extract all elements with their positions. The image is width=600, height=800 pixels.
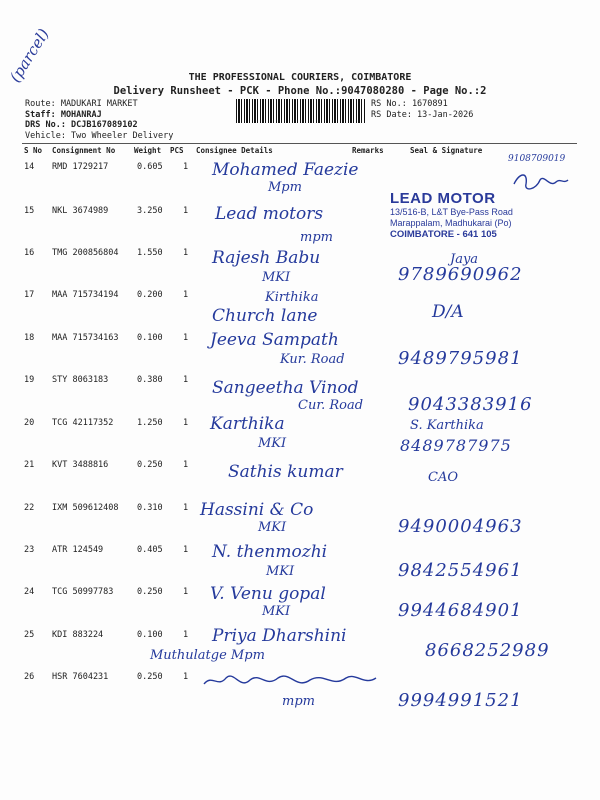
handwritten-location: MKI xyxy=(262,604,291,619)
row-weight: 0.250 xyxy=(137,672,163,682)
handwritten-location: Kur. Road xyxy=(280,352,345,367)
handwritten-location: Mpm xyxy=(268,180,302,195)
handwritten-name: Kirthika xyxy=(265,290,319,305)
row-weight: 0.100 xyxy=(137,630,163,640)
handwritten-number: 9842554961 xyxy=(398,560,523,581)
row-weight: 0.100 xyxy=(137,333,163,343)
row-pcs: 1 xyxy=(183,587,189,597)
handwritten-name: N. thenmozhi xyxy=(212,542,328,562)
row-consignment: IXM 509612408 xyxy=(52,503,119,513)
handwritten-name: Sangeetha Vinod xyxy=(212,378,359,398)
col-remarks: Remarks xyxy=(352,146,384,155)
handwritten-location: mpm xyxy=(300,230,333,245)
row-consignment: ATR 124549 xyxy=(52,545,104,555)
runsheet-subtitle: Delivery Runsheet - PCK - Phone No.:9047080280 - Page No.:2 xyxy=(113,85,487,97)
row-sno: 20 xyxy=(24,418,35,428)
row-consignment: MAA 715734194 xyxy=(52,290,119,300)
col-pcs: PCS xyxy=(170,146,184,155)
row-consignment: TCG 50997783 xyxy=(52,587,114,597)
row-consignment: TMG 200856804 xyxy=(52,248,119,258)
col-sno: S No xyxy=(24,146,43,155)
stamp-name: LEAD MOTOR xyxy=(390,190,496,207)
row-pcs: 1 xyxy=(183,460,189,470)
handwritten-name: Karthika xyxy=(210,414,285,434)
staff-text: Staff: MOHANRAJ xyxy=(25,109,102,120)
handwritten-signature: Jaya xyxy=(450,252,479,267)
col-weight: Weight xyxy=(134,146,162,155)
row-pcs: 1 xyxy=(183,503,189,513)
handwritten-name: Jeeva Sampath xyxy=(210,330,339,350)
row-weight: 0.250 xyxy=(137,460,163,470)
handwritten-number: 9489795981 xyxy=(398,348,523,369)
route-text: Route: MADUKARI MARKET xyxy=(25,99,138,109)
row-pcs: 1 xyxy=(183,290,189,300)
handwritten-name: Priya Dharshini xyxy=(212,626,347,646)
row-weight: 0.605 xyxy=(137,162,163,172)
stamp-line3: COIMBATORE - 641 105 xyxy=(390,229,497,240)
handwritten-name: Rajesh Babu xyxy=(212,248,321,268)
stamp-line1: 13/516-B, L&T Bye-Pass Road xyxy=(390,207,513,217)
row-weight: 3.250 xyxy=(137,206,163,216)
row-pcs: 1 xyxy=(183,333,189,343)
row-consignment: RMD 1729217 xyxy=(52,162,109,172)
handwritten-number: 9994991521 xyxy=(398,690,523,711)
handwritten-location: Cur. Road xyxy=(298,398,364,413)
row-pcs: 1 xyxy=(183,630,189,640)
row-weight: 0.310 xyxy=(137,503,163,513)
handwritten-location: Church lane xyxy=(212,306,318,326)
row-sno: 24 xyxy=(24,587,35,597)
handwritten-number: 9108709019 xyxy=(508,154,566,164)
row-pcs: 1 xyxy=(183,206,189,216)
col-seal: Seal & Signature xyxy=(410,146,483,155)
row-sno: 26 xyxy=(24,672,35,682)
row-sno: 17 xyxy=(24,290,35,300)
handwritten-number: 9043383916 xyxy=(408,394,533,415)
row-pcs: 1 xyxy=(183,545,189,555)
handwritten-number: 8668252989 xyxy=(425,640,550,661)
handwritten-number: 9789690962 xyxy=(398,264,523,285)
handwritten-name-scribble xyxy=(200,670,380,692)
handwritten-number: 8489787975 xyxy=(400,436,512,455)
handwritten-name: Sathis kumar xyxy=(228,462,343,482)
handwritten-location: MKI xyxy=(258,436,287,451)
handwritten-name: Lead motors xyxy=(215,204,324,224)
row-weight: 1.550 xyxy=(137,248,163,258)
handwritten-location: MKI xyxy=(258,520,287,535)
row-weight: 0.405 xyxy=(137,545,163,555)
row-consignment: KVT 3488816 xyxy=(52,460,109,470)
row-sno: 19 xyxy=(24,375,35,385)
handwritten-name: V. Venu gopal xyxy=(210,584,326,604)
row-sno: 16 xyxy=(24,248,35,258)
corner-note: (parcel) xyxy=(6,25,53,86)
row-sno: 15 xyxy=(24,206,35,216)
row-sno: 25 xyxy=(24,630,35,640)
row-consignment: MAA 715734163 xyxy=(52,333,119,343)
col-consignee: Consignee Details xyxy=(196,146,273,155)
handwritten-location: MKI xyxy=(266,564,295,579)
row-sno: 14 xyxy=(24,162,35,172)
handwritten-signature: S. Karthika xyxy=(410,418,484,433)
vehicle-text: Vehicle: Two Wheeler Delivery xyxy=(25,130,174,141)
row-sno: 18 xyxy=(24,333,35,343)
handwritten-location: MKI xyxy=(262,270,291,285)
handwritten-name: Mohamed Faezie xyxy=(212,160,359,180)
row-weight: 1.250 xyxy=(137,418,163,428)
row-consignment: HSR 7604231 xyxy=(52,672,109,682)
row-pcs: 1 xyxy=(183,375,189,385)
company-title: THE PROFESSIONAL COURIERS, COIMBATORE xyxy=(188,72,412,83)
row-pcs: 1 xyxy=(183,672,189,682)
barcode xyxy=(236,99,366,123)
col-consignment: Consignment No xyxy=(52,146,116,155)
header-divider xyxy=(22,143,577,144)
handwritten-number: 9490004963 xyxy=(398,516,523,537)
meta-right xyxy=(371,99,473,120)
handwritten-signature: CAO xyxy=(428,470,458,485)
company-stamp xyxy=(390,190,580,240)
row-consignment: TCG 42117352 xyxy=(52,418,114,428)
handwritten-location: Muthulatge Mpm xyxy=(150,648,265,663)
row-sno: 23 xyxy=(24,545,35,555)
meta-left xyxy=(25,99,173,141)
row-weight: 0.380 xyxy=(137,375,163,385)
row-consignment: KDI 883224 xyxy=(52,630,104,640)
handwritten-number: 9944684901 xyxy=(398,600,523,621)
handwritten-name: Hassini & Co xyxy=(200,500,314,520)
rs-no-text: RS No.: 1670891 xyxy=(371,99,448,109)
row-consignment: NKL 3674989 xyxy=(52,206,109,216)
row-sno: 21 xyxy=(24,460,35,470)
row-weight: 0.250 xyxy=(137,587,163,597)
row-pcs: 1 xyxy=(183,248,189,258)
handwritten-signature: D/A xyxy=(432,302,464,322)
handwritten-location: mpm xyxy=(282,694,315,709)
row-pcs: 1 xyxy=(183,418,189,428)
row-consignment: STY 8063183 xyxy=(52,375,109,385)
row-pcs: 1 xyxy=(183,162,189,172)
rs-date-text: RS Date: 13-Jan-2026 xyxy=(371,109,474,120)
drs-text: DRS No.: DCJB167089102 xyxy=(25,120,138,130)
stamp-line2: Marappalam, Madhukarai (Po) xyxy=(390,218,512,228)
row-sno: 22 xyxy=(24,503,35,513)
row-weight: 0.200 xyxy=(137,290,163,300)
